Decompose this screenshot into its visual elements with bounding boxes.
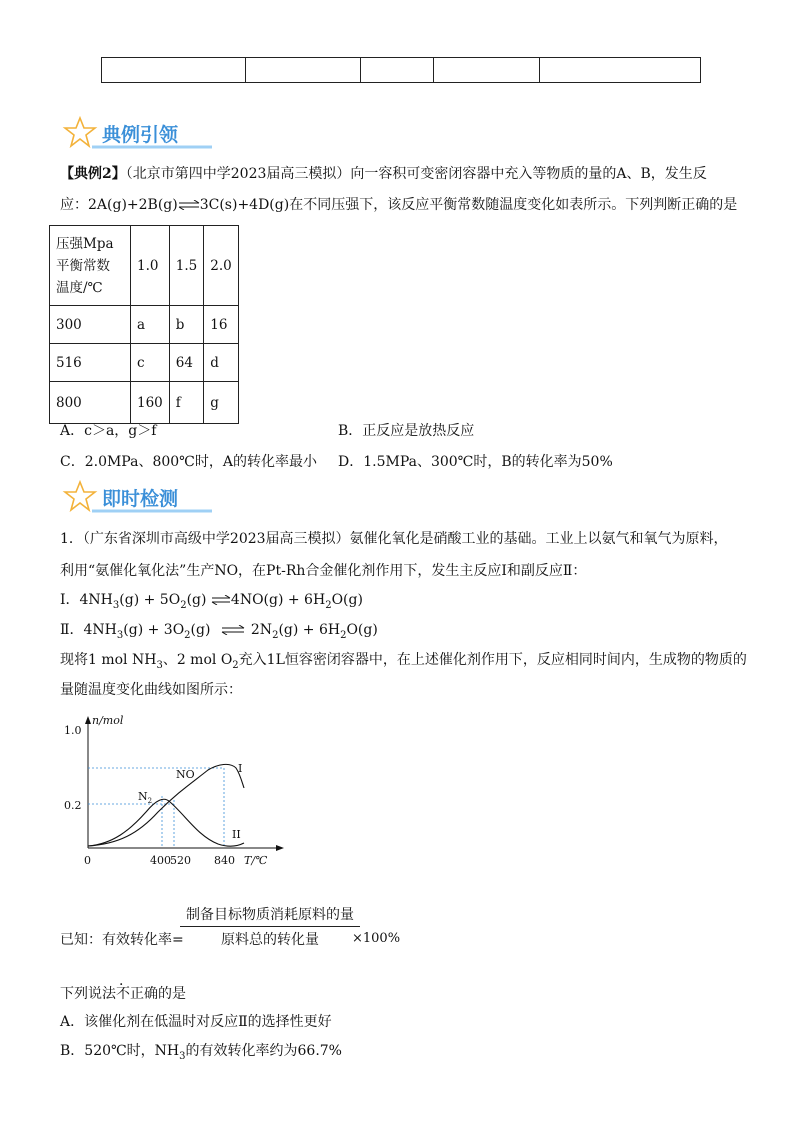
curve-n2 — [88, 799, 244, 846]
q1-line2: 利用“氨催化氧化法”生产NO，在Pt-Rh合金催化剂作用下，发生主反应Ⅰ和副反应Ⅱ： — [60, 563, 587, 579]
fraction-denominator: 原料总的转化量 — [221, 932, 319, 948]
rxn-text: (g) — [190, 622, 211, 638]
emphasis-text: 不正确 — [116, 986, 158, 1002]
subscript: 2 — [325, 599, 332, 611]
example-source: （北京市第四中学2023届高三模拟） — [125, 166, 351, 182]
example2-line1 — [60, 164, 707, 184]
table-cell: f — [169, 382, 203, 424]
q-text: 、2 mol O — [162, 652, 233, 668]
table-cell: a — [131, 306, 170, 344]
table-row — [50, 306, 239, 344]
example-label: 【典例2】 — [60, 166, 126, 182]
q-text: 现将1 mol NH — [60, 652, 157, 668]
table-cell: d — [204, 344, 239, 382]
curve-label-no: NO — [176, 768, 195, 781]
curve-label-i: I — [238, 762, 243, 775]
equilibrium-arrow-icon — [178, 200, 200, 210]
table-cell: 300 — [50, 306, 131, 344]
x-tick-label: 520 — [170, 854, 191, 867]
equation-right: 3C(s)+4D(g)在不同压强下，该反应平衡常数随温度变化如表所示。下列判断正确的是 — [199, 197, 738, 213]
equilibrium-arrow-icon — [221, 625, 245, 635]
table-cell: 1.5 — [169, 226, 203, 306]
option-text: 的有效转化率约为66.7% — [185, 1043, 342, 1059]
header-line: 压强Mpa — [56, 235, 114, 252]
top-table-fragment — [101, 57, 701, 83]
reaction-1 — [60, 590, 363, 616]
y-tick-label: 1.0 — [64, 724, 82, 737]
table-cell: 64 — [169, 344, 203, 382]
reaction-2 — [60, 620, 378, 646]
rxn-text: (g) — [186, 592, 207, 608]
known-label: 已知：有效转化率= — [60, 932, 184, 948]
option-text: B．520℃时，NH — [60, 1043, 180, 1059]
table-cell: b — [169, 306, 203, 344]
x-tick-label: 0 — [84, 854, 91, 867]
question-stem — [60, 984, 186, 1004]
option-a: A．c＞a，g＞f — [60, 423, 157, 439]
table-cell: 516 — [50, 344, 131, 382]
rxn-text: O(g) — [331, 592, 363, 608]
y-axis-arrow-icon — [85, 716, 91, 724]
stem-text: 下列说法 — [60, 986, 116, 1002]
x-axis-arrow-icon — [276, 845, 284, 851]
rxn-text: (g) + 6H — [278, 622, 341, 638]
subscript: 2 — [180, 599, 187, 611]
heading-text: 即时检测 — [102, 488, 179, 510]
table-cell: 2.0 — [204, 226, 239, 306]
subscript: 2 — [340, 629, 347, 641]
example-line1-text: 向一容积可变密闭容器中充入等物质的量的A、B，发生反 — [350, 166, 707, 182]
q-text: 充入1L恒容密闭容器中，在上述催化剂作用下，反应相同时间内，生成物的物质的 — [238, 652, 747, 668]
example2-line2 — [60, 195, 737, 215]
table-row — [50, 344, 239, 382]
q1-option-a: A．该催化剂在低温时对反应Ⅱ的选择性更好 — [60, 1014, 332, 1030]
subscript: 2 — [232, 659, 239, 671]
q1-line3 — [60, 650, 747, 676]
x-axis-label: T/℃ — [244, 854, 268, 867]
table-header-cell — [50, 226, 131, 306]
rxn-text: Ⅱ．4NH — [60, 622, 117, 638]
rxn-text: (g) + 5O — [119, 592, 181, 608]
q1-line4: 量随温度变化曲线如图所示： — [60, 682, 242, 698]
option-d: D．1.5MPa、300℃时，B的转化率为50% — [338, 454, 613, 470]
subscript: 3 — [112, 599, 120, 611]
x-tick-label: 400 — [150, 854, 171, 867]
equilibrium-arrow-icon — [211, 595, 231, 605]
table-cell: 1.0 — [131, 226, 170, 306]
heading-underline — [92, 506, 212, 516]
header-line: 温度/℃ — [56, 279, 103, 296]
table-cell: c — [131, 344, 170, 382]
y-tick-label: 0.2 — [64, 799, 82, 812]
subscript: 2 — [184, 629, 191, 641]
fraction-numerator: 制备目标物质消耗原料的量 — [180, 904, 360, 927]
subscript: 3 — [179, 1050, 186, 1062]
stem-text: 的是 — [158, 986, 186, 1002]
curve-no — [88, 764, 244, 846]
subscript: 3 — [156, 659, 163, 671]
option-b: B．正反应是放热反应 — [338, 423, 475, 439]
header-line: 平衡常数 — [56, 257, 110, 274]
table-cell: 800 — [50, 382, 131, 424]
y-axis-label: n/mol — [92, 714, 124, 727]
rxn-text: O(g) — [346, 622, 378, 638]
heading-underline — [92, 142, 212, 152]
table-row — [50, 382, 239, 424]
table-cell: 160 — [131, 382, 170, 424]
efficiency-fraction — [180, 904, 360, 949]
rxn-text: (g) + 3O — [123, 622, 185, 638]
option-c: C．2.0MPa、800℃时，A的转化率最小 — [60, 454, 317, 470]
rxn-text: 2N — [250, 622, 273, 638]
x-tick-label: 840 — [214, 854, 235, 867]
rxn-text: 4NO(g) + 6H — [230, 592, 326, 608]
q1-option-b — [60, 1041, 342, 1067]
q1-line1: 1．（广东省深圳市高级中学2023届高三模拟）氨催化氧化是硝酸工业的基础。工业上以氨气和氧气为原料， — [60, 531, 728, 547]
curve-label-n2: $N_2$ — [138, 790, 153, 805]
equilibrium-constant-table — [49, 225, 239, 424]
equation-left: 应：2A(g)+2B(g) — [60, 197, 178, 213]
fraction-multiplier: ×100% — [352, 931, 401, 946]
table-cell: g — [204, 382, 239, 424]
heading-text: 典例引领 — [102, 124, 179, 146]
rxn-text: Ⅰ．4NH — [60, 592, 113, 608]
curve-label-ii: II — [232, 828, 241, 841]
subscript: 3 — [116, 629, 124, 641]
subscript: 2 — [272, 629, 279, 641]
table-cell: 16 — [204, 306, 239, 344]
amount-vs-temperature-graph — [58, 712, 288, 872]
